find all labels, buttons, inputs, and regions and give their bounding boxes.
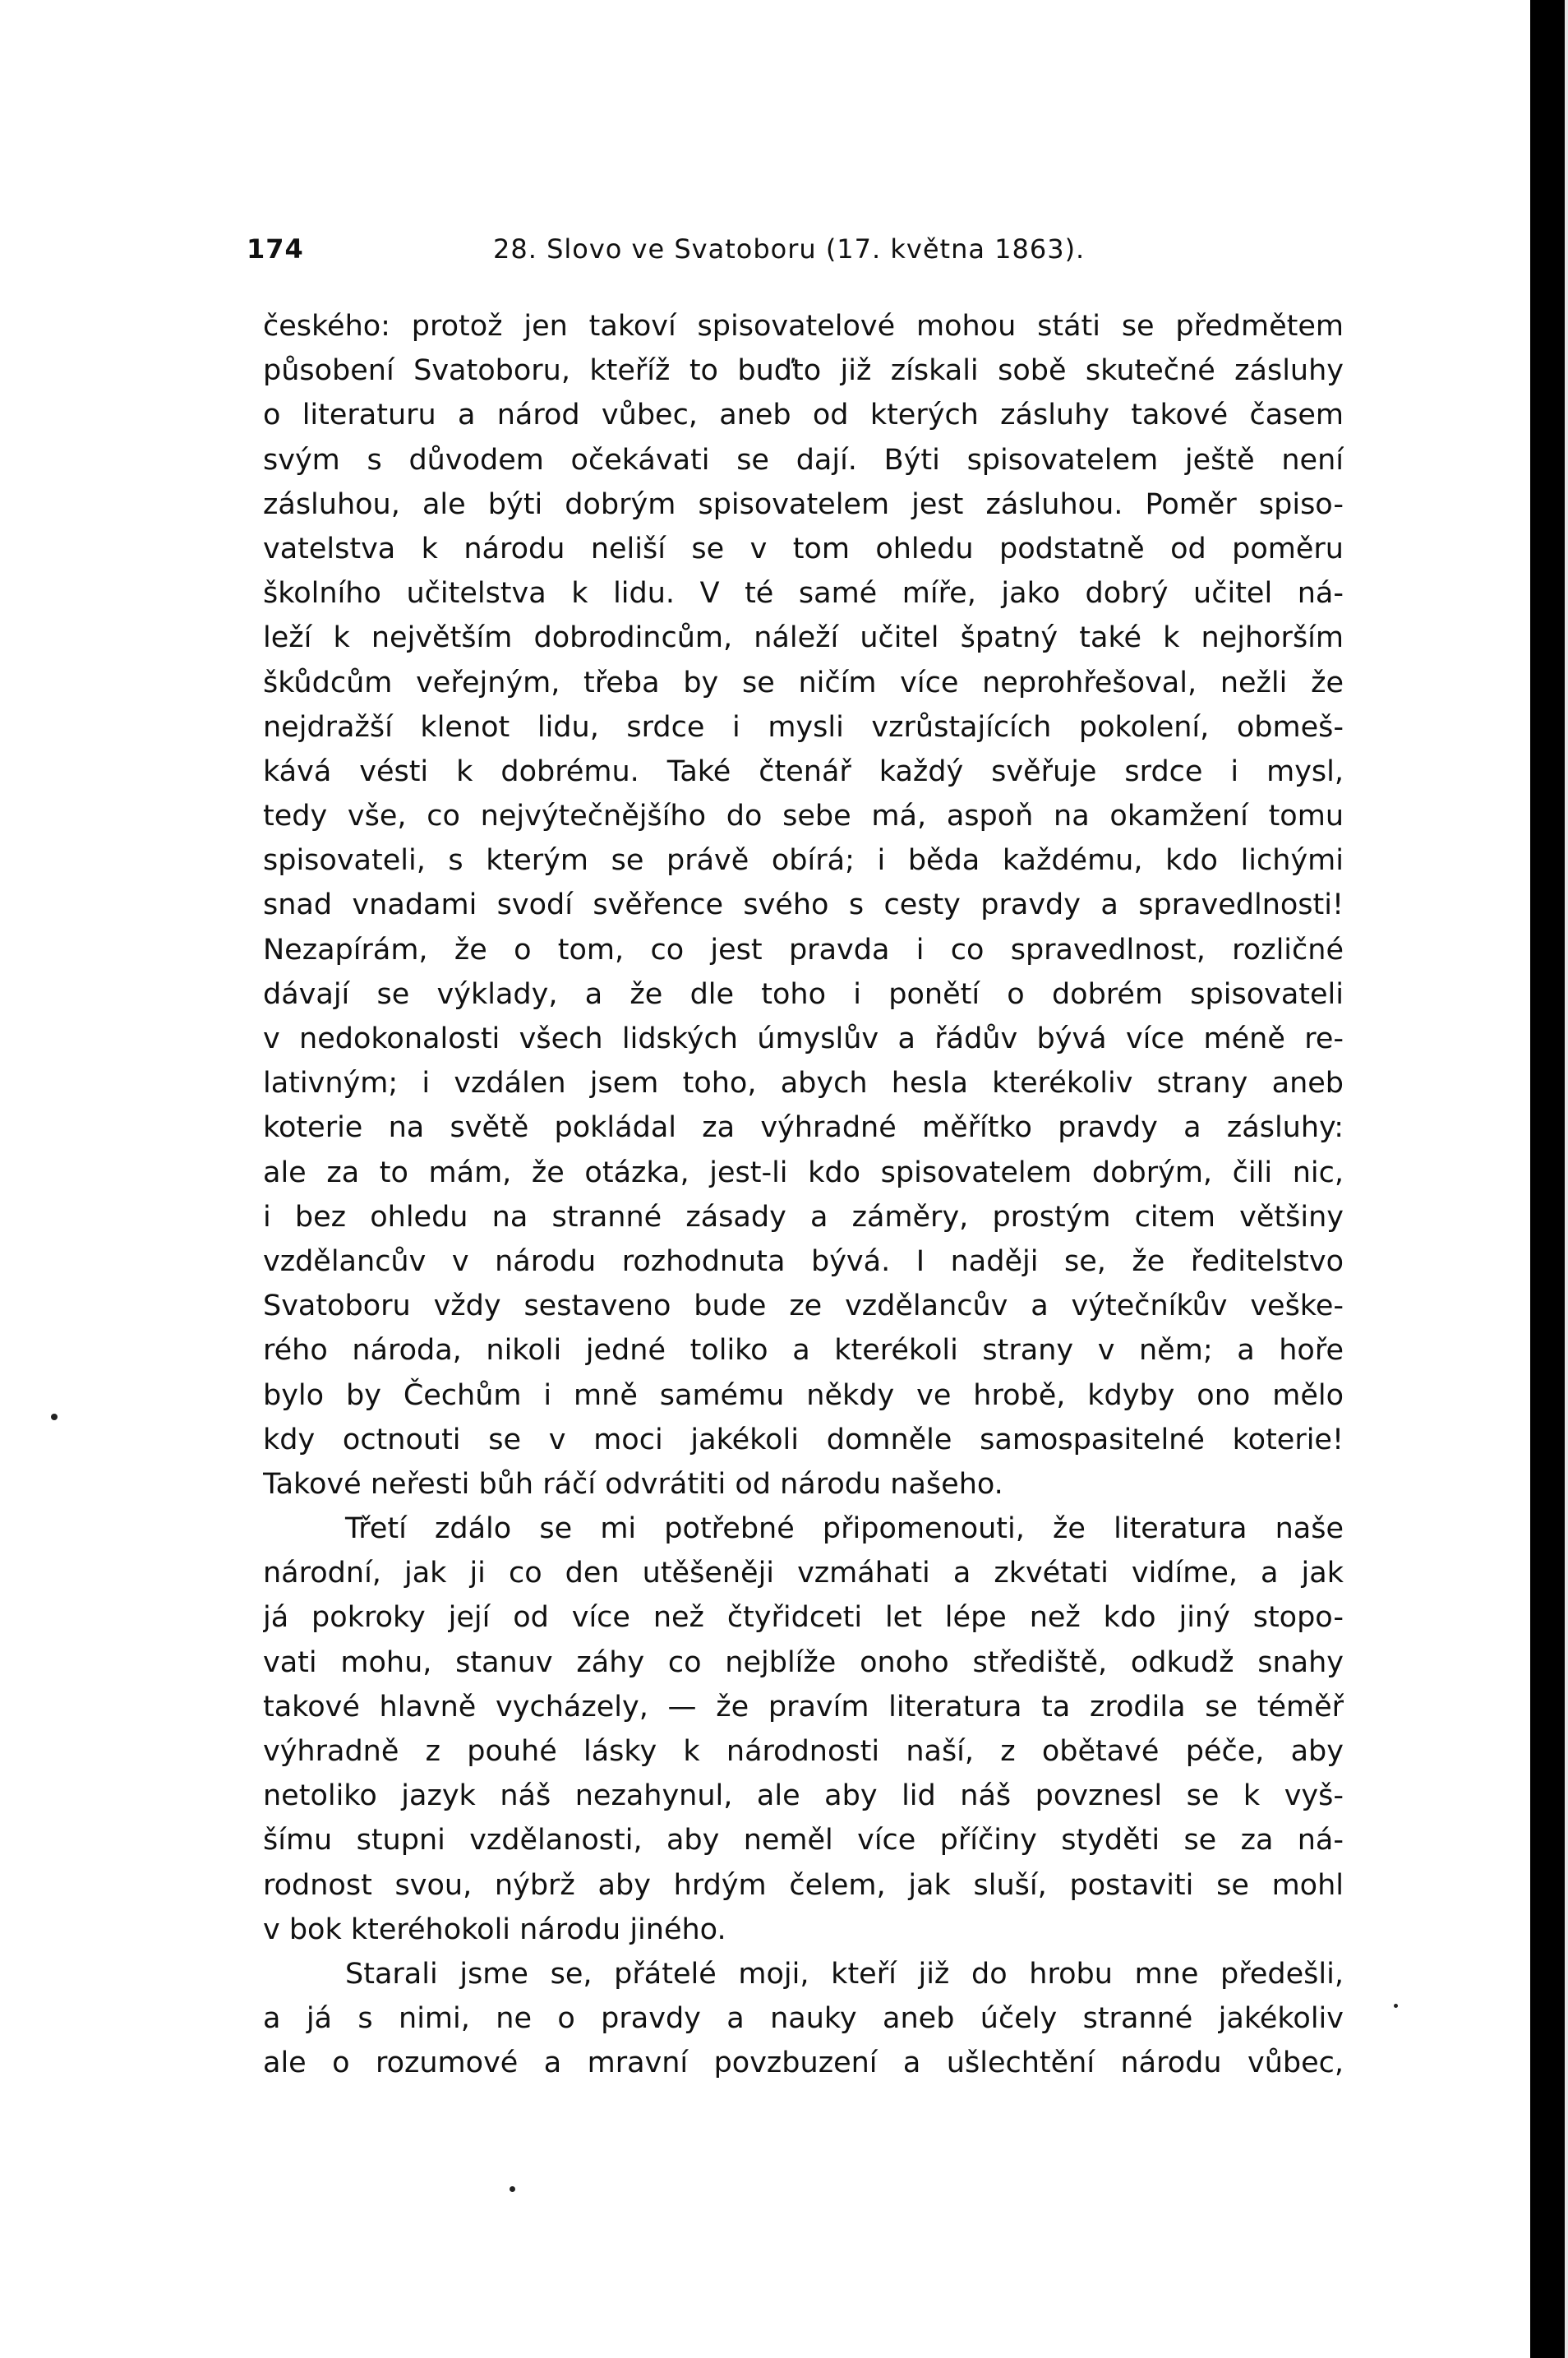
speck-mark <box>510 2186 515 2192</box>
text-line: ale za to mám, že otázka, jest-li kdo spisovatelem dobrým, čili nic, <box>263 1156 1344 1189</box>
text-line: v nedokonalosti všech lidských úmyslův a řádův bývá více méně re- <box>263 1022 1344 1055</box>
text-line: školního učitelstva k lidu. V té samé míře, jako dobrý učitel ná- <box>263 577 1344 611</box>
text-line: kává vésti k dobrému. Také čtenář každý svěřuje srdce i mysl, <box>263 754 1344 788</box>
text-line: nejdražší klenot lidu, srdce i mysli vzrůstajících pokolení, obmeš- <box>263 710 1344 744</box>
text-line: českého: protož jen takoví spisovatelové mohou státi se předmětem <box>263 310 1344 343</box>
text-line: vati mohu, stanuv záhy co nejblíže onoho střediště, odkudž snahy <box>263 1645 1344 1679</box>
text-line: leží k největším dobrodincům, náleží učitel špatný také k nejhorším <box>263 621 1344 655</box>
text-line: dávají se výklady, a že dle toho i ponětí o dobrém spisovateli <box>263 977 1344 1011</box>
text-line: bylo by Čechům i mně samému někdy ve hrobě, kdyby ono mělo <box>263 1378 1344 1412</box>
text-line: Třetí zdálo se mi potřebné připomenouti, že literatura naše <box>345 1512 1344 1546</box>
body-text <box>263 304 1344 2086</box>
text-line: škůdcům veřejným, třeba by se ničím více neprohřešoval, nežli že <box>263 666 1344 699</box>
text-line: národní, jak ji co den utěšeněji vzmáhati a zkvétati vidíme, a jak <box>263 1557 1344 1590</box>
paragraph <box>263 1952 1344 2086</box>
text-line: zásluhou, ale býti dobrým spisovatelem jest zásluhou. Poměr spiso- <box>263 487 1344 521</box>
text-line: v bok kteréhokoli národu jiného. <box>263 1913 726 1946</box>
text-line: i bez ohledu na stranné zásady a záměry, prostým citem většiny <box>263 1200 1344 1234</box>
text-line: Starali jsme se, přátelé moji, kteří již do hrobu mne předešli, <box>345 1957 1344 1991</box>
page-header <box>247 228 1348 270</box>
text-line: kdy octnouti se v moci jakékoli domněle samospasitelné koterie! <box>263 1423 1344 1456</box>
page-number: 174 <box>247 233 304 265</box>
text-line: šímu stupni vzdělanosti, aby neměl více příčiny styděti se za ná- <box>263 1824 1344 1857</box>
text-line: vzdělancův v národu rozhodnuta bývá. I naději se, že ředitelstvo <box>263 1244 1344 1278</box>
text-line: svým s důvodem očekávati se dají. Býti spisovatelem ještě není <box>263 443 1344 477</box>
text-line: vatelstva k národu neliší se v tom ohledu podstatně od poměru <box>263 532 1344 565</box>
text-line: Nezapírám, že o tom, co jest pravda i co spravedlnost, rozličné <box>263 933 1344 967</box>
text-line: výhradně z pouhé lásky k národnosti naší, z obětavé péče, aby <box>263 1735 1344 1768</box>
text-line: snad vnadami svodí svěřence svého s cesty pravdy a spravedlnosti! <box>263 888 1344 922</box>
text-line: Takové neřesti bůh ráčí odvrátiti od národu našeho. <box>263 1467 1003 1501</box>
text-line: Svatoboru vždy sestaveno bude ze vzdělancův a výtečníkův veške- <box>263 1290 1344 1323</box>
text-line: netoliko jazyk náš nezahynul, ale aby lid náš povznesl se k vyš- <box>263 1779 1344 1813</box>
paragraph <box>263 1507 1344 1952</box>
speck-mark <box>1394 2004 1398 2008</box>
running-title: 28. Slovo ve Svatoboru (17. května 1863). <box>493 233 1086 265</box>
text-line: ale o rozumové a mravní povzbuzení a ušlechtění národu vůbec, <box>263 2047 1344 2080</box>
text-line: tedy vše, co nejvýtečnějšího do sebe má, aspoň na okamžení tomu <box>263 800 1344 833</box>
speck-mark <box>51 1414 58 1420</box>
page-edge <box>1565 0 1568 2358</box>
text-line: takové hlavně vycházely, — že pravím literatura ta zrodila se téměř <box>263 1690 1344 1724</box>
text-line: působení Svatoboru, kteříž to buďto již získali sobě skutečné zásluhy <box>263 354 1344 388</box>
text-line: rodnost svou, nýbrž aby hrdým čelem, jak sluší, postaviti se mohl <box>263 1868 1344 1902</box>
text-line: já pokroky její od více než čtyřidceti let lépe než kdo jiný stopo- <box>263 1601 1344 1635</box>
text-line: o literaturu a národ vůbec, aneb od kterých zásluhy takové časem <box>263 399 1344 432</box>
text-line: spisovateli, s kterým se právě obírá; i běda každému, kdo lichými <box>263 844 1344 878</box>
text-line: lativným; i vzdálen jsem toho, abych hesla kterékoliv strany aneb <box>263 1067 1344 1101</box>
paragraph <box>263 304 1344 1507</box>
text-line: a já s nimi, ne o pravdy a nauky aneb účely stranné jakékoliv <box>263 2002 1344 2036</box>
text-line: koterie na světě pokládal za výhradné měřítko pravdy a zásluhy: <box>263 1111 1344 1145</box>
text-line: rého národa, nikoli jedné toliko a kterékoli strany v něm; a hoře <box>263 1334 1344 1368</box>
